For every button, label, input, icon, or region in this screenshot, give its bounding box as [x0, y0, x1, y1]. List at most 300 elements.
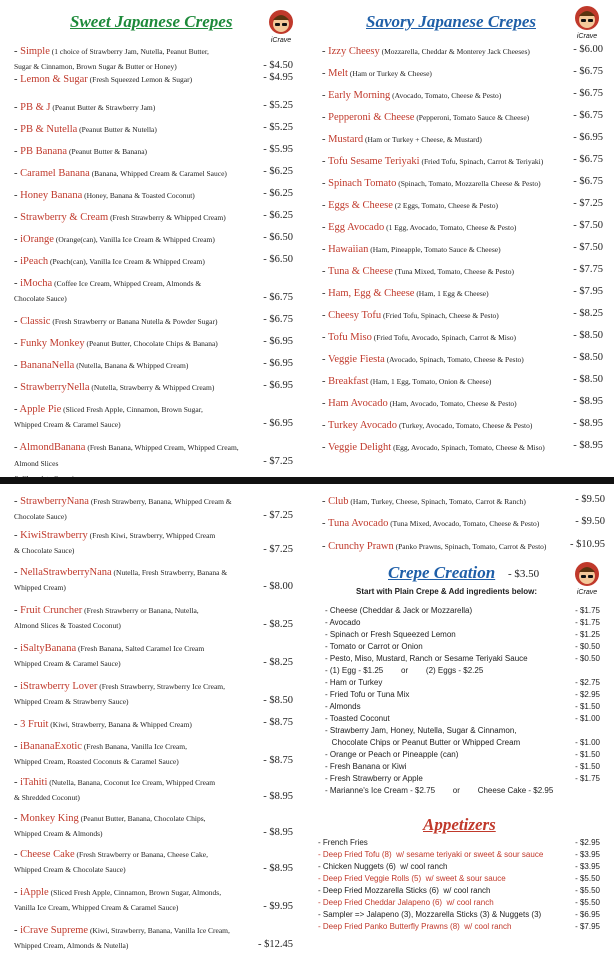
- menu-item: [322, 494, 562, 510]
- menu-item-description: (2 Eggs, Tomato, Cheese & Pesto): [392, 201, 499, 210]
- menu-item-description-cont: Whipped Cream & Almonds): [14, 829, 103, 838]
- menu-item-name: Tuna Avocado: [327, 518, 389, 529]
- menu-item-description: (Peach(can), Vanilla Ice Cream & Whipped Cream): [48, 257, 205, 266]
- creation-ingredient-price: - $1.50: [575, 762, 600, 771]
- crepe-creation-base-price: - $3.50: [508, 568, 540, 580]
- menu-item-price: - $8.95: [573, 396, 603, 407]
- menu-item-description-cont: Whipped Cream & Chocolate Sauce): [14, 865, 126, 874]
- bullet-dash: -: [14, 925, 21, 936]
- bullet-dash: -: [14, 256, 21, 267]
- menu-item-name: Cheesy Tofu: [328, 310, 382, 321]
- menu-item-price: - $8.75: [263, 755, 293, 766]
- menu-item: [14, 72, 249, 88]
- menu-item-price: - $8.95: [263, 863, 293, 874]
- menu-item: [322, 352, 562, 368]
- menu-item-price: - $4.95: [263, 72, 293, 83]
- menu-item-description: (Fresh Strawberry & Whipped Cream): [108, 213, 226, 222]
- menu-item-description: (Fresh Banana, Whipped Cream, Whipped Cream, Almond Slices: [14, 443, 239, 468]
- menu-item-name: 3 Fruit: [20, 719, 49, 730]
- menu-item-price: - $6.75: [573, 66, 603, 77]
- appetizer-price: - $5.50: [575, 886, 600, 895]
- menu-item-description: (Pepperoni, Tomato Sauce & Cheese): [414, 113, 530, 122]
- appetizer-item: - Chicken Nuggets (6) w/ cool ranch: [318, 862, 448, 871]
- menu-item-price: - $6.95: [263, 418, 293, 429]
- menu-item-price: - $6.50: [263, 232, 293, 243]
- menu-item-name: iTahiti: [20, 777, 48, 788]
- bullet-dash: -: [14, 190, 21, 201]
- menu-item: [14, 739, 249, 769]
- menu-item-description: (Ham, Pineapple, Tomato Sauce & Cheese): [368, 245, 501, 254]
- menu-item: [14, 144, 249, 160]
- menu-item-description: (Fresh Squeezed Lemon & Sugar): [87, 75, 193, 84]
- menu-item: [322, 396, 562, 412]
- menu-item-description: (Sliced Fresh Apple, Cinnamon, Brown Sugar, Almonds,: [48, 888, 222, 897]
- menu-item: [322, 516, 562, 532]
- menu-item-description: (Peanut Butter & Nutella): [77, 125, 157, 134]
- menu-item-price: - $12.45: [258, 939, 293, 950]
- menu-item: [14, 210, 249, 226]
- menu-item-name: Tofu Miso: [327, 332, 372, 343]
- menu-item-description: (Spinach, Tomato, Mozzarella Cheese & Pesto): [396, 179, 541, 188]
- menu-item-name: StrawberryNana: [20, 496, 89, 507]
- creation-ingredient: - Ham or Turkey: [325, 678, 383, 687]
- bullet-dash: -: [14, 74, 21, 85]
- bullet-dash: -: [14, 741, 21, 752]
- menu-item-price: - $9.95: [263, 901, 293, 912]
- menu-item-name: Funky Monkey: [20, 338, 85, 349]
- menu-item: [322, 242, 562, 258]
- creation-ingredient: - Pesto, Miso, Mustard, Ranch or Sesame Teriyaki Sauce: [325, 654, 528, 663]
- bullet-dash: -: [14, 102, 21, 113]
- menu-item-description: (Avocado, Tomato, Cheese & Pesto): [390, 91, 502, 100]
- menu-item-description: (Kiwi, Strawberry, Banana, Vanilla Ice Cream,: [88, 926, 230, 935]
- menu-item-price: - $6.95: [573, 132, 603, 143]
- menu-item-description: (Ham, Turkey, Cheese, Spinach, Tomato, Carrot & Ranch): [348, 497, 526, 506]
- crepe-creation-title: Crepe Creation: [388, 563, 496, 582]
- bullet-dash: -: [14, 643, 21, 654]
- menu-item-price: - $8.95: [263, 827, 293, 838]
- menu-item-price: - $6.50: [263, 254, 293, 265]
- menu-item-description: (Peanut Butter & Strawberry Jam): [50, 103, 156, 112]
- menu-item-price: - $6.75: [573, 176, 603, 187]
- bullet-dash: -: [322, 46, 329, 57]
- menu-item: [322, 88, 562, 104]
- creation-ingredient: - (1) Egg - $1.25 or (2) Eggs - $2.25: [325, 666, 484, 675]
- menu-item-description: (1 choice of Strawberry Jam, Nutella, Peanut Butter,: [49, 47, 209, 56]
- bullet-dash: -: [14, 382, 21, 393]
- menu-item-name: Turkey Avocado: [327, 420, 398, 431]
- menu-item-price: - $8.00: [263, 581, 293, 592]
- appetizer-item: - Deep Fried Cheddar Jalapeno (6) w/ cool ranch: [318, 898, 494, 907]
- menu-item-price: - $8.50: [263, 695, 293, 706]
- menu-item-price: - $8.95: [573, 440, 603, 451]
- menu-item-name: Melt: [328, 68, 348, 79]
- creation-ingredient: - Fresh Strawberry or Apple: [325, 774, 423, 783]
- appetizer-price: - $3.95: [575, 850, 600, 859]
- creation-ingredient-price: - $0.50: [575, 642, 600, 651]
- creation-ingredient: - Fresh Banana or Kiwi: [325, 762, 407, 771]
- menu-item-description: (Ham or Turkey & Cheese): [347, 69, 432, 78]
- menu-item: [14, 380, 249, 396]
- creation-ingredient: - Orange or Peach or Pineapple (can): [325, 750, 459, 759]
- creation-ingredient: - Fried Tofu or Tuna Mix: [325, 690, 410, 699]
- bullet-dash: -: [14, 849, 21, 860]
- menu-item: [14, 641, 249, 671]
- menu-item-name: iOrange: [20, 234, 54, 245]
- menu-item-name: StrawberryNella: [20, 382, 90, 393]
- menu-item-name: iSaltyBanana: [20, 643, 77, 654]
- menu-item-price: - $8.50: [573, 352, 603, 363]
- menu-item-description: (Kiwi, Strawberry, Banana & Whipped Cream): [48, 720, 192, 729]
- menu-item: [322, 374, 562, 390]
- menu-item-description: (Banana, Whipped Cream & Caramel Sauce): [89, 169, 227, 178]
- creation-ingredient: - Strawberry Jam, Honey, Nutella, Sugar & Cinnamon,: [325, 726, 517, 735]
- menu-item-description-cont: & Shredded Coconut): [14, 793, 80, 802]
- menu-item-price: - $8.95: [263, 791, 293, 802]
- menu-item-description: (Honey, Banana & Toasted Coconut): [82, 191, 195, 200]
- menu-item-name: Egg Avocado: [328, 222, 385, 233]
- menu-item-description: (Fresh Strawberry, Banana, Whipped Cream &: [88, 497, 232, 506]
- menu-item-price: - $6.75: [263, 292, 293, 303]
- appetizer-price: - $7.95: [575, 922, 600, 931]
- appetizer-item: - French Fries: [318, 838, 368, 847]
- bullet-dash: -: [14, 338, 21, 349]
- bullet-dash: -: [322, 244, 329, 255]
- menu-item: [14, 775, 249, 805]
- menu-item: [322, 264, 562, 280]
- appetizer-item: - Deep Fried Veggie Rolls (5) w/ sweet & sour sauce: [318, 874, 506, 883]
- bullet-dash: -: [14, 146, 21, 157]
- menu-item: [14, 336, 249, 352]
- menu-item-description: (Nutella, Banana, Coconut Ice Cream, Whipped Cream: [47, 778, 216, 787]
- menu-item-name: Cheese Cake: [20, 849, 75, 860]
- appetizers-title: Appetizers: [423, 815, 496, 834]
- menu-item-name: Veggie Fiesta: [327, 354, 385, 365]
- menu-item-name: iPeach: [20, 256, 49, 267]
- menu-item-name: Lemon & Sugar: [20, 74, 88, 85]
- bullet-dash: -: [322, 376, 329, 387]
- menu-item-name: AlmondBanana: [19, 442, 86, 453]
- menu-item: [14, 402, 249, 432]
- svg-text:iCrave: iCrave: [576, 589, 598, 596]
- savory-crepes-title: Savory Japanese Crepes: [366, 12, 536, 31]
- menu-item: [14, 603, 249, 633]
- menu-item-price: - $6.75: [573, 88, 603, 99]
- bullet-dash: -: [322, 200, 329, 211]
- creation-ingredient: - Toasted Coconut: [325, 714, 390, 723]
- menu-item-name: iCrave Supreme: [20, 925, 89, 936]
- bullet-dash: -: [14, 496, 21, 507]
- bullet-dash: -: [14, 124, 21, 135]
- menu-item-price: - $5.25: [263, 122, 293, 133]
- menu-item-price: - $6.95: [263, 358, 293, 369]
- menu-item-name: Early Morning: [328, 90, 391, 101]
- bullet-dash: -: [14, 887, 21, 898]
- menu-item-price: - $8.25: [263, 657, 293, 668]
- menu-item: [14, 565, 249, 595]
- menu-item-description: (Sliced Fresh Apple, Cinnamon, Brown Sugar,: [61, 405, 203, 414]
- appetizer-price: - $5.50: [575, 898, 600, 907]
- menu-item-price: - $8.25: [263, 619, 293, 630]
- menu-item-price: - $6.75: [573, 110, 603, 121]
- creation-ingredient-price: - $0.50: [575, 654, 600, 663]
- menu-item: [322, 418, 562, 434]
- menu-item-description-cont: Whipped Cream & Caramel Sauce): [14, 420, 121, 429]
- menu-item-description-cont: Whipped Cream & Strawberry Sauce): [14, 697, 129, 706]
- menu-item: [322, 198, 562, 214]
- bullet-dash: -: [322, 222, 329, 233]
- bullet-dash: -: [322, 398, 329, 409]
- appetizer-item: - Deep Fried Tofu (8) w/ sesame teriyaki or sweet & sour sauce: [318, 850, 544, 859]
- menu-item-name: Crunchy Prawn: [328, 541, 394, 552]
- menu-item-description: (Fresh Kiwi, Strawberry, Whipped Cream: [87, 531, 216, 540]
- menu-item-description: (Fried Tofu, Avocado, Spinach, Carrot & Miso): [371, 333, 517, 342]
- menu-item-description: (Fresh Strawberry or Banana Nutella & Powder Sugar): [50, 317, 218, 326]
- menu-item-name: Strawberry & Cream: [20, 212, 109, 223]
- appetizer-item: - Deep Fried Panko Butterfly Prawns (8) w/ cool ranch: [318, 922, 512, 931]
- menu-item-name: Izzy Cheesy: [328, 46, 380, 57]
- creation-ingredient: Chocolate Chips or Peanut Butter or Whipped Cream: [325, 738, 521, 747]
- menu-item-description: (Tuna Mixed, Avocado, Tomato, Cheese & Pesto): [388, 519, 540, 528]
- bullet-dash: -: [322, 420, 328, 431]
- menu-item: [322, 308, 562, 324]
- creation-ingredient-price: - $1.75: [575, 606, 600, 615]
- menu-item-name: Ham, Egg & Cheese: [328, 288, 415, 299]
- menu-item-description: (Ham, 1 Egg & Cheese): [414, 289, 489, 298]
- menu-item: [14, 847, 249, 877]
- bullet-dash: -: [322, 156, 328, 167]
- appetizer-item: - Sampler => Jalapeno (3), Mozzarella Sticks (3) & Nuggets (3): [318, 910, 542, 919]
- menu-item: [322, 286, 562, 302]
- menu-item-price: - $7.50: [573, 242, 603, 253]
- menu-item: [14, 885, 249, 915]
- menu-item-name: Mustard: [328, 134, 364, 145]
- menu-item-name: Ham Avocado: [328, 398, 388, 409]
- menu-item-name: PB & J: [20, 102, 51, 113]
- menu-item: [14, 679, 249, 709]
- creation-ingredient: - Cheese (Cheddar & Jack or Mozzarella): [325, 606, 473, 615]
- menu-item-description: (Fresh Strawberry or Banana, Cheese Cake,: [74, 850, 208, 859]
- menu-item: [322, 440, 562, 456]
- bullet-dash: -: [322, 518, 328, 529]
- menu-item: [14, 254, 249, 270]
- bullet-dash: -: [322, 496, 329, 507]
- menu-item-name: NellaStrawberryNana: [20, 567, 112, 578]
- menu-item: [14, 100, 249, 116]
- menu-item: [322, 176, 562, 192]
- bullet-dash: -: [14, 316, 21, 327]
- appetizer-price: - $5.50: [575, 874, 600, 883]
- menu-item-description: (Fried Tofu, Spinach, Cheese & Pesto): [381, 311, 499, 320]
- menu-item-name: Pepperoni & Cheese: [328, 112, 415, 123]
- menu-item-price: - $8.25: [573, 308, 603, 319]
- menu-item-name: Breakfast: [328, 376, 369, 387]
- creation-ingredient-price: - $2.75: [575, 678, 600, 687]
- menu-item-description: (Orange(can), Vanilla Ice Cream & Whipped Cream): [53, 235, 215, 244]
- bullet-dash: -: [322, 266, 328, 277]
- creation-ingredient-price: - $1.00: [575, 714, 600, 723]
- menu-item: [322, 44, 562, 60]
- menu-item: [322, 220, 562, 236]
- menu-item-price: - $8.50: [573, 374, 603, 385]
- menu-item-description: (Ham or Turkey + Cheese, & Mustard): [363, 135, 482, 144]
- menu-item-name: iMocha: [20, 278, 53, 289]
- savory-logo: [570, 4, 604, 40]
- menu-item-price: - $6.25: [263, 210, 293, 221]
- menu-item-description: (Egg, Avocado, Spinach, Tomato, Cheese & Miso): [391, 443, 545, 452]
- menu-item-description-cont: Whipped Cream, Roasted Coconuts & Caramel Sauce): [14, 757, 179, 766]
- menu-item-name: KiwiStrawberry: [20, 530, 88, 541]
- menu-item-price: - $6.75: [573, 154, 603, 165]
- bullet-dash: -: [14, 813, 21, 824]
- menu-item-price: - $5.95: [263, 144, 293, 155]
- menu-item-price: - $9.50: [575, 494, 605, 505]
- bullet-dash: -: [14, 168, 21, 179]
- menu-item-price: - $5.25: [263, 100, 293, 111]
- menu-item-description: (Nutella, Banana & Whipped Cream): [74, 361, 189, 370]
- menu-item-description: (Fresh Strawberry, Strawberry Ice Cream,: [97, 682, 225, 691]
- bullet-dash: -: [14, 212, 21, 223]
- menu-item-description-cont: Chocolate Sauce): [14, 294, 67, 303]
- menu-item-price: - $9.50: [575, 516, 605, 527]
- menu-item: [14, 923, 249, 953]
- bullet-dash: -: [322, 354, 328, 365]
- bullet-dash: -: [322, 134, 329, 145]
- bullet-dash: -: [14, 530, 21, 541]
- bullet-dash: -: [322, 90, 329, 101]
- menu-item-description-cont: Sugar & Cinnamon, Brown Sugar & Butter or Honey): [14, 62, 177, 71]
- menu-item-price: - $7.95: [573, 286, 603, 297]
- menu-item-price: - $7.25: [263, 456, 293, 467]
- menu-item-price: - $7.25: [263, 510, 293, 521]
- menu-item-description: (Peanut Butter & Banana): [67, 147, 148, 156]
- bullet-dash: -: [14, 46, 21, 57]
- bullet-dash: -: [322, 310, 329, 321]
- menu-item: [322, 154, 562, 170]
- section-divider: [0, 477, 614, 484]
- bullet-dash: -: [322, 112, 329, 123]
- menu-item: [14, 528, 249, 558]
- menu-item: [14, 717, 249, 733]
- menu-item-description: (Mozzarella, Cheddar & Monterey Jack Cheeses): [379, 47, 530, 56]
- menu-item: [14, 276, 249, 306]
- creation-logo: [570, 560, 604, 596]
- menu-item-description: (Tuna Mixed, Tomato, Cheese & Pesto): [392, 267, 515, 276]
- menu-item: [14, 44, 249, 74]
- menu-item-name: Fruit Cruncher: [20, 605, 83, 616]
- menu-item-description: (Ham, 1 Egg, Tomato, Onion & Cheese): [368, 377, 492, 386]
- menu-item-description-cont: Almond Slices & Toasted Coconut): [14, 621, 121, 630]
- creation-ingredient: - Marianne's Ice Cream - $2.75 or Cheese Cake - $2.95: [325, 786, 554, 795]
- menu-item: [14, 358, 249, 374]
- creation-ingredient: - Almonds: [325, 702, 361, 711]
- menu-item-name: Caramel Banana: [20, 168, 90, 179]
- creation-ingredient-price: - $1.50: [575, 702, 600, 711]
- menu-item-description: (Peanut Butter, Banana, Chocolate Chips,: [78, 814, 206, 823]
- appetizer-price: - $3.95: [575, 862, 600, 871]
- bullet-dash: -: [14, 234, 21, 245]
- menu-item-name: Spinach Tomato: [328, 178, 397, 189]
- bullet-dash: -: [322, 288, 329, 299]
- menu-item-description: (Fresh Strawberry or Banana, Nutella,: [82, 606, 199, 615]
- menu-item-description: (Nutella, Strawberry & Whipped Cream): [89, 383, 215, 392]
- sweet-crepes-title: Sweet Japanese Crepes: [70, 12, 233, 31]
- bullet-dash: -: [14, 360, 21, 371]
- creation-ingredient-price: - $1.75: [575, 774, 600, 783]
- menu-item-name: Eggs & Cheese: [328, 200, 393, 211]
- bullet-dash: -: [14, 404, 20, 415]
- menu-item-price: - $7.75: [573, 264, 603, 275]
- menu-item-name: Honey Banana: [20, 190, 83, 201]
- menu-item: [322, 330, 562, 346]
- menu-item: [14, 232, 249, 248]
- menu-item-description: (Turkey, Avocado, Tomato, Cheese & Pesto): [397, 421, 533, 430]
- menu-item-price: - $7.25: [263, 544, 293, 555]
- menu-item-name: iStrawberry Lover: [20, 681, 98, 692]
- bullet-dash: -: [14, 719, 21, 730]
- appetizer-price: - $6.95: [575, 910, 600, 919]
- menu-item-price: - $8.95: [573, 418, 603, 429]
- menu-item: [14, 122, 249, 138]
- menu-item-description: (1 Egg, Avocado, Tomato, Cheese & Pesto): [384, 223, 517, 232]
- menu-item-description-cont: Whipped Cream): [14, 583, 66, 592]
- menu-item-name: Hawaiian: [328, 244, 369, 255]
- menu-item-name: Apple Pie: [19, 404, 62, 415]
- menu-item-name: PB Banana: [20, 146, 68, 157]
- bullet-dash: -: [14, 442, 20, 453]
- menu-item: [14, 314, 249, 330]
- bullet-dash: -: [322, 332, 328, 343]
- menu-item-price: - $8.75: [263, 717, 293, 728]
- bullet-dash: -: [14, 605, 21, 616]
- bullet-dash: -: [14, 567, 21, 578]
- menu-item-price: - $4.50: [263, 60, 293, 71]
- menu-item-description-cont: Whipped Cream, Almonds & Nutella): [14, 941, 129, 950]
- creation-ingredient-price: - $2.95: [575, 690, 600, 699]
- menu-item-name: PB & Nutella: [20, 124, 78, 135]
- menu-item-description: (Coffee Ice Cream, Whipped Cream, Almonds &: [52, 279, 202, 288]
- menu-item: [322, 132, 562, 148]
- svg-text:iCrave: iCrave: [576, 33, 598, 40]
- crepe-creation-subtitle: Start with Plain Crepe & Add ingredients below:: [356, 587, 538, 596]
- menu-item-name: Classic: [20, 316, 51, 327]
- menu-item-price: - $6.75: [263, 314, 293, 325]
- menu-item-price: - $7.25: [573, 198, 603, 209]
- menu-item-description: (Panko Prawns, Spinach, Tomato, Carrot & Pesto): [393, 542, 547, 551]
- menu-item-name: BananaNella: [20, 360, 75, 371]
- menu-item: [322, 66, 562, 82]
- menu-item-description: (Fried Tofu, Spinach, Carrot & Teriyaki): [419, 157, 544, 166]
- creation-ingredient-price: - $1.75: [575, 618, 600, 627]
- bullet-dash: -: [14, 681, 21, 692]
- bullet-dash: -: [14, 278, 21, 289]
- menu-item-price: - $8.50: [573, 330, 603, 341]
- menu-item-description: (Peanut Butter, Chocolate Chips & Banana): [84, 339, 218, 348]
- menu-item-description: (Fresh Banana, Vanilla Ice Cream,: [81, 742, 187, 751]
- creation-ingredient-price: - $1.25: [575, 630, 600, 639]
- menu-item: [14, 811, 249, 841]
- menu-item-name: iBananaExotic: [20, 741, 82, 752]
- menu-item: [322, 110, 562, 126]
- menu-item-description-cont: Chocolate Sauce): [14, 512, 67, 521]
- menu-item-name: Monkey King: [20, 813, 79, 824]
- menu-item: [14, 494, 249, 524]
- menu-item-name: iApple: [20, 887, 49, 898]
- menu-item-price: - $7.50: [573, 220, 603, 231]
- creation-ingredient: - Avocado: [325, 618, 361, 627]
- menu-item-price: - $6.00: [573, 44, 603, 55]
- appetizer-price: - $2.95: [575, 838, 600, 847]
